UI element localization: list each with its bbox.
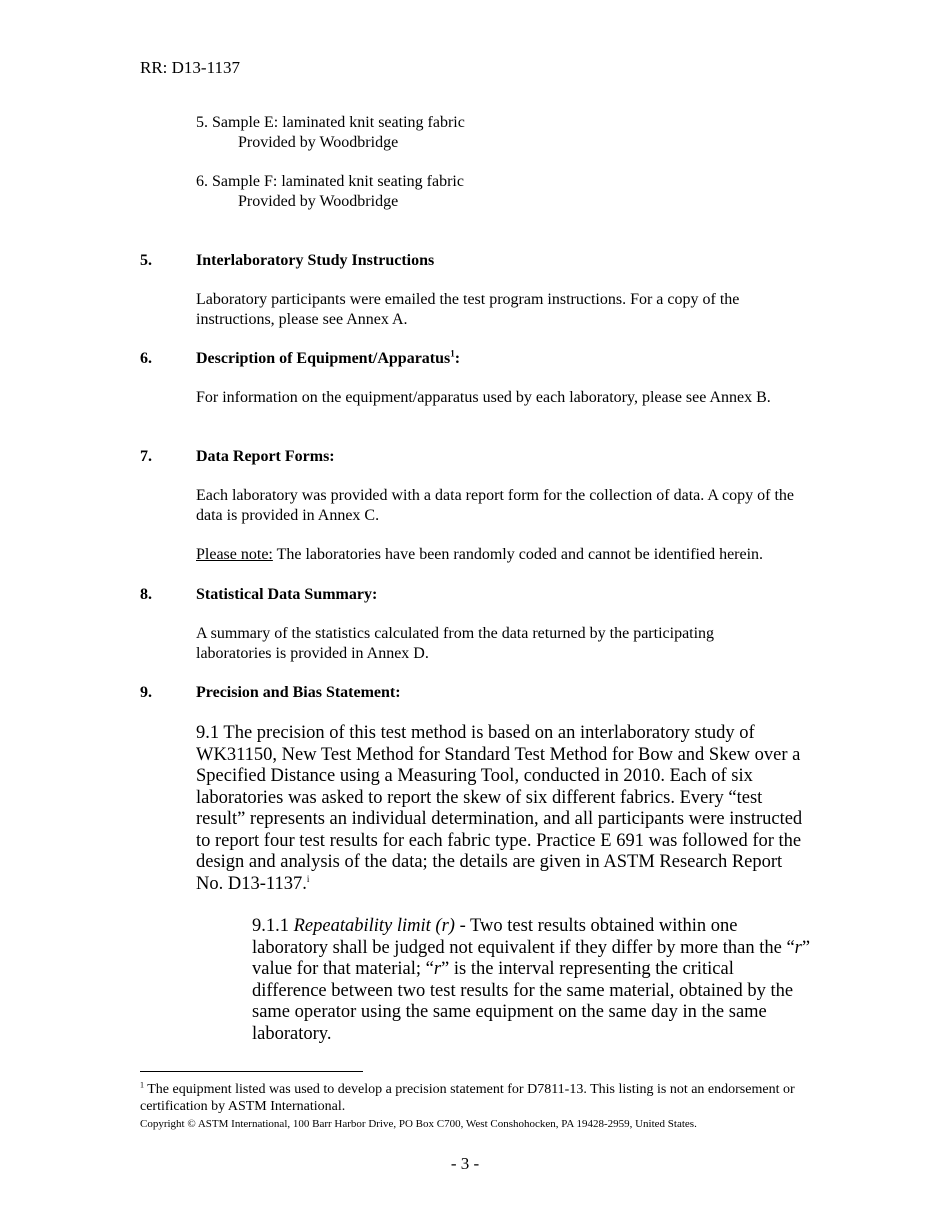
section-number: 5. [140,252,152,269]
section-number: 6. [140,350,152,367]
section-body: Laboratory participants were emailed the test program instructions. For a copy of the instructions, please see Annex A. [196,291,740,328]
footnote-marker: 1 [140,1080,144,1090]
section-title: Statistical Data Summary: [196,586,378,603]
section-title: Interlaboratory Study Instructions [196,252,435,269]
term: Repeatability limit (r) - [293,916,466,936]
repeatability-paragraph: 9.1.1 Repeatability limit (r) - Two test results obtained within one laboratory shall be judged not equivalent if they differ by more than the “r” value for that material; “r” is the interval representing the critical difference between two test results for the same material, obtained by the same operator using the same equipment on the same day in the same laboratory. [252,916,811,1044]
section-title: Data Report Forms: [196,448,335,465]
copyright-line: Copyright © ASTM International, 100 Barr Harbor Drive, PO Box C700, West Conshohocken, PA 19428-2959, United States. [140,1118,697,1130]
endnote-ref: i [306,873,310,884]
running-header: RR: D13-1137 [140,58,240,77]
note-label: Please note: [196,546,273,563]
sample-item-e [196,113,465,153]
section-title: Description of Equipment/Apparatus$^1$: [196,348,461,367]
sample-provider: Provided by Woodbridge [238,134,399,151]
sample-title: 5. Sample E: laminated knit seating fabric [196,114,465,131]
section-title: Precision and Bias Statement: [196,684,401,701]
section-body: A summary of the statistics calculated from the data returned by the participating laboratories is provided in Annex D. [196,625,715,662]
footnote-separator [140,1071,363,1072]
section-number: 7. [140,448,152,465]
footnote-ref: 1 [450,348,455,359]
sample-title: 6. Sample F: laminated knit seating fabric [196,173,464,190]
section-body: Each laboratory was provided with a data report form for the collection of data. A copy of the data is provided in Annex C. [196,487,795,524]
section-number: 8. [140,586,152,603]
section-number: 9. [140,684,152,701]
note-paragraph: Please note: The laboratories have been randomly coded and cannot be identified herein. [196,546,764,563]
precision-paragraph: 9.1 The precision of this test method is based on an interlaboratory study of WK31150, New Test Method for Standard Test Method for Bow and Skew over a Specified Distance using a Measuring Tool, conducted in 2010. Each of six laboratories was asked to report the skew of six different fabrics. Every “test result” represents an individual determination, and all participants were instructed to report four test results for each fabric type. Practice E 691 was followed for the design and analysis of the data; the details are given in ASTM Research Report No. D13-1137.$^i$ [196,723,803,894]
page-number: - 3 - [450,1154,480,1173]
footnote: $^1$ The equipment listed was used to develop a precision statement for D7811-13. This listing is not an endorsement or certification by ASTM International. [140,1080,795,1114]
section-body: For information on the equipment/apparatus used by each laboratory, please see Annex B. [196,389,771,406]
sample-provider: Provided by Woodbridge [238,193,399,210]
sample-item-f [196,172,464,212]
